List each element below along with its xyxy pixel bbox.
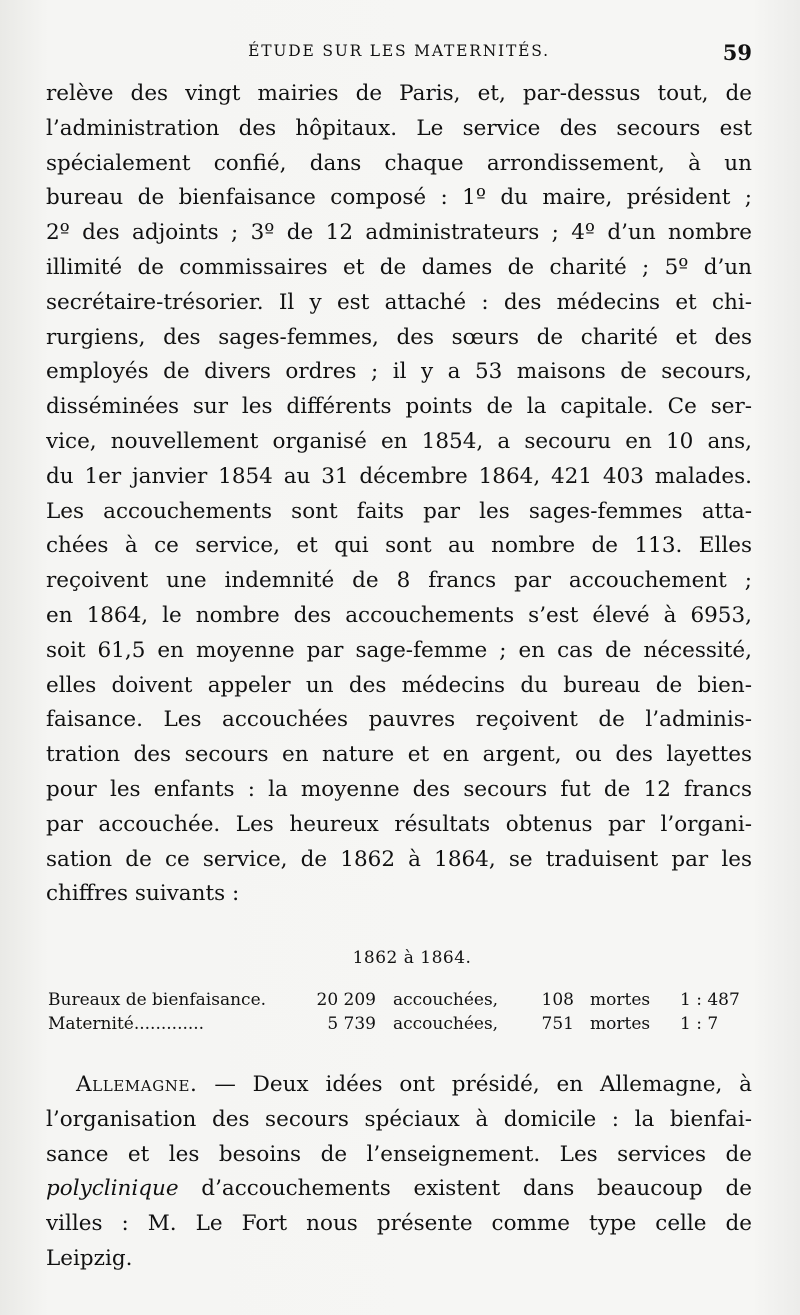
- row-count-label: accouchées,: [393, 990, 499, 1010]
- table-row: [48, 988, 758, 1012]
- text-line: reçoivent une indemnité de 8 francs par accouchement ;: [46, 568, 752, 594]
- text-line: Leipzig.: [46, 1245, 133, 1271]
- text-line: chées à ce service, et qui sont au nombre de 113. Elles: [46, 533, 752, 559]
- text-line: du 1er janvier 1854 au 31 décembre 1864, 421 403 malades.: [46, 463, 752, 489]
- text-line: 2º des adjoints ; 3º de 12 administrateurs ; 4º d’un nombre: [46, 220, 752, 246]
- row-deaths: 108: [541, 990, 574, 1010]
- text-line: rurgiens, des sages-femmes, des sœurs de charité et des: [46, 324, 752, 350]
- row-count-label: accouchées,: [393, 1014, 499, 1034]
- text-line: [46, 1068, 752, 1103]
- row-deaths-label: mortes: [590, 1014, 651, 1034]
- row-deaths-label: mortes: [590, 990, 651, 1010]
- text-line: secrétaire-trésorier. Il y est attaché : des médecins et chi-: [46, 289, 752, 315]
- text-span: — Deux idées ont présidé, en Allemagne, à: [197, 1072, 752, 1097]
- row-ratio: 1 : 7: [680, 1014, 719, 1034]
- text-line: relève des vingt mairies de Paris, et, par-dessus tout, de: [46, 81, 752, 106]
- italic-term: polyclinique: [46, 1176, 179, 1202]
- text-line: l’administration des hôpitaux. Le service des secours est: [46, 115, 752, 141]
- text-line: par accouchée. Les heureux résultats obtenus par l’organi-: [46, 811, 752, 837]
- row-name: Maternité.............: [48, 1014, 205, 1034]
- row-count: 20 209: [316, 990, 376, 1010]
- text-line: sance et les besoins de l’enseignement. Les services de: [46, 1141, 752, 1167]
- text-line: elles doivent appeler un des médecins du bureau de bien-: [46, 672, 752, 698]
- page-number: 59: [722, 40, 752, 65]
- text-line: l’organisation des secours spéciaux à domicile : la bienfai-: [46, 1106, 752, 1132]
- table-title-text: 1862 à 1864.: [352, 948, 472, 968]
- table-row: [48, 1012, 758, 1036]
- text-line: illimité de commissaires et de dames de charité ; 5º d’un: [46, 254, 752, 280]
- text-line: disséminées sur les différents points de la capitale. Ce ser-: [46, 394, 752, 420]
- text-span: d’accouchements existent dans beaucoup de: [178, 1176, 752, 1202]
- text-line: soit 61,5 en moyenne par sage-femme ; en cas de nécessité,: [46, 637, 752, 663]
- statistics-table: [48, 988, 758, 1036]
- row-name: Bureaux de bienfaisance.: [48, 990, 267, 1010]
- paragraph-allemagne: [46, 1068, 752, 1277]
- row-deaths: 751: [541, 1014, 574, 1034]
- section-heading: Allemagne.: [76, 1072, 198, 1097]
- text-line: employés de divers ordres ; il y a 53 maisons de secours,: [46, 359, 752, 385]
- text-line: tration des secours en nature et en argent, ou des layettes: [46, 742, 752, 768]
- text-line: villes : M. Le Fort nous présente comme type celle de: [46, 1211, 752, 1237]
- paragraph-paris: [46, 77, 752, 912]
- text-line: Les accouchements sont faits par les sages-femmes atta-: [46, 498, 752, 524]
- text-line: vice, nouvellement organisé en 1854, a secouru en 10 ans,: [46, 428, 752, 454]
- text-line: en 1864, le nombre des accouchements s’est élevé à 6953,: [46, 602, 752, 628]
- text-line: pour les enfants : la moyenne des secours fut de 12 francs: [46, 776, 752, 802]
- text-line: faisance. Les accouchées pauvres reçoivent de l’adminis-: [46, 707, 752, 733]
- row-count: 5 739: [327, 1014, 376, 1034]
- running-head: ÉTUDE SUR LES MATERNITÉS.: [248, 42, 550, 60]
- row-ratio: 1 : 487: [680, 990, 740, 1010]
- text-line: bureau de bienfaisance composé : 1º du maire, président ;: [46, 185, 752, 211]
- table-title: [0, 948, 800, 968]
- text-line: sation de ce service, de 1862 à 1864, se traduisent par les: [46, 846, 752, 872]
- page-header: [46, 40, 752, 70]
- text-line: spécialement confié, dans chaque arrondissement, à un: [46, 150, 752, 176]
- text-line: [46, 1172, 752, 1207]
- text-line: chiffres suivants :: [46, 881, 240, 907]
